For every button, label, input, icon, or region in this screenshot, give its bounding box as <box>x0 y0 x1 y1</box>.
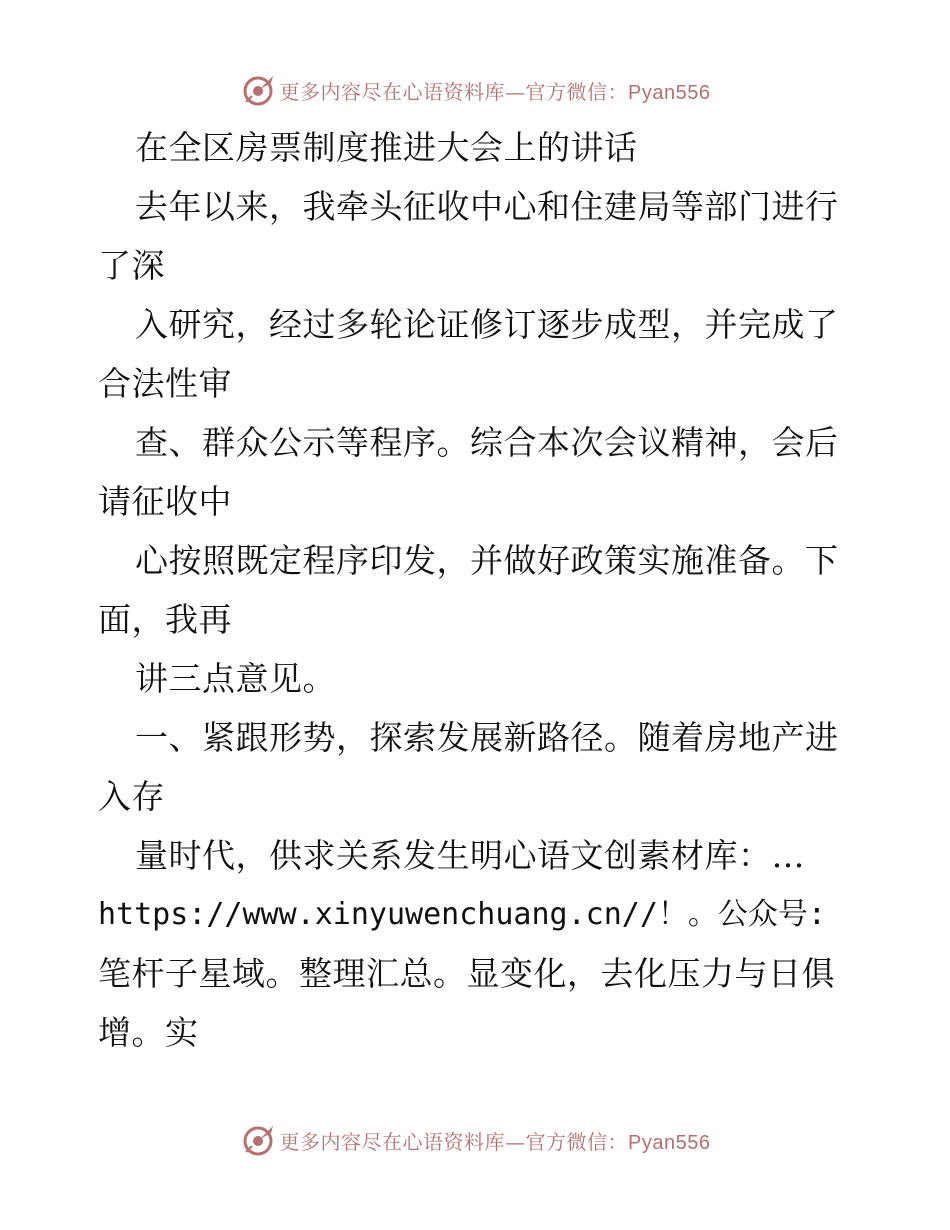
text-line: 量时代，供求关系发生明心语文创素材库：… <box>135 836 805 875</box>
text-line: 查、群众公示等程序。综合本次会议精神，会后 <box>135 423 839 462</box>
quill-logo-icon <box>240 1122 276 1158</box>
footer-watermark <box>0 1120 950 1160</box>
text-line: https://www.xinyuwenchuang.cn//！。公众号: <box>98 897 826 932</box>
watermark-text: 更多内容尽在心语资料库—官方微信：Pyan556 <box>279 79 711 104</box>
text-line: 请征收中 <box>98 482 232 521</box>
quill-logo-icon <box>240 72 276 108</box>
watermark-text: 更多内容尽在心语资料库—官方微信：Pyan556 <box>279 1129 711 1154</box>
text-line: 面，我再 <box>98 600 232 639</box>
text-line: 去年以来，我牵头征收中心和住建局等部门进行 <box>135 187 839 226</box>
document-body <box>98 118 858 1062</box>
text-line: 了深 <box>98 246 165 285</box>
text-line: 入存 <box>98 777 165 816</box>
header-watermark <box>0 70 950 110</box>
text-line: 笔杆子星域。整理汇总。显变化，去化压力与日俱 <box>98 954 835 993</box>
text-line: 增。实 <box>98 1013 199 1052</box>
text-line: 心按照既定程序印发，并做好政策实施准备。下 <box>135 541 839 580</box>
text-line: 合法性审 <box>98 364 232 403</box>
text-line: 在全区房票制度推进大会上的讲话 <box>135 128 638 167</box>
text-line: 入研究，经过多轮论证修订逐步成型，并完成了 <box>135 305 839 344</box>
text-line: 一、紧跟形势，探索发展新路径。随着房地产进 <box>135 718 839 757</box>
text-line: 讲三点意见。 <box>135 659 336 698</box>
